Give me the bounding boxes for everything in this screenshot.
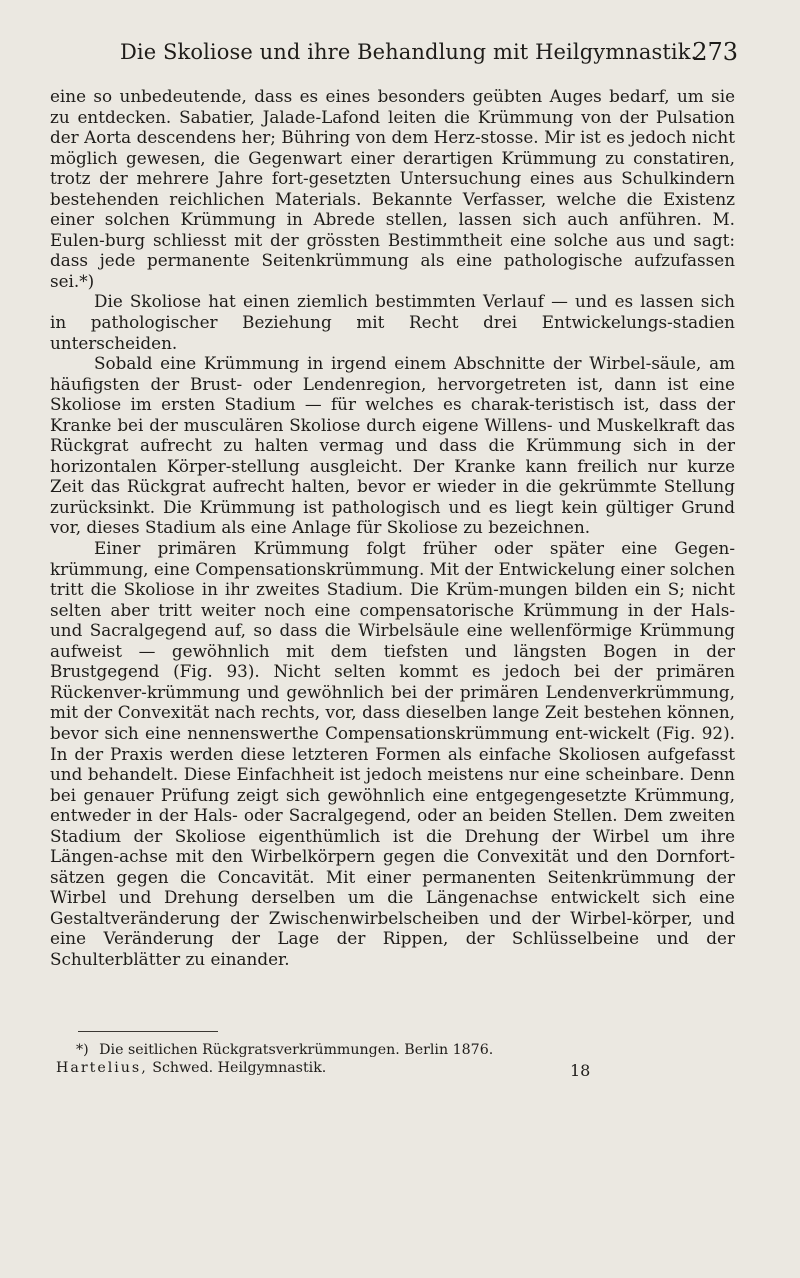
footer-author: Hartelius, — [56, 1060, 148, 1076]
footnote-mark: *) — [76, 1042, 89, 1058]
running-title: Die Skoliose und ihre Behandlung mit Heilgymnastik. — [120, 40, 698, 64]
body-text — [50, 86, 735, 970]
paragraph: eine so unbedeutende, dass es eines besonders geübten Auges bedarf, um sie zu entdecken. Sabatier, Jalade-Lafond leiten die Krümmung von der Pulsation der Aorta descendens her; Bühring von dem Herz-stosse. Mir ist es jedoch nicht möglich gewesen, die Gegenwart einer derartigen Krümmung zu constatiren, trotz der mehrere Jahre fort-gesetzten Untersuchung eines aus Schulkindern bestehenden reichlichen Materials. Bekannte Verfasser, welche die Existenz einer solchen Krümmung in Abrede stellen, lassen sich auch anführen. M. Eulen-burg schliesst mit der grössten Bestimmtheit eine solche aus und sagt: dass jede permanente Seitenkrümmung als eine pathologische aufzufassen sei.*) — [50, 86, 735, 291]
footer-title: Schwed. Heilgymnastik. — [152, 1060, 327, 1076]
page-footer — [56, 1058, 736, 1078]
footnote-divider — [78, 1031, 218, 1032]
page-header — [50, 40, 738, 70]
paragraph: Sobald eine Krümmung in irgend einem Abschnitte der Wirbel-säule, am häufigsten der Brust- oder Lendenregion, hervorgetreten ist, dann ist eine Skoliose im ersten Stadium — für welches es charak-teristisch ist, dass der Kranke bei der musculären Skoliose durch eigene Willens- und Muskelkraft das Rückgrat aufrecht zu halten vermag und dass die Krümmung sich in der horizontalen Körper-stellung ausgleicht. Der Kranke kann freilich nur kurze Zeit das Rückgrat aufrecht halten, bevor er wieder in die gekrümmte Stellung zurücksinkt. Die Krümmung ist pathologisch und es liegt kein gültiger Grund vor, dieses Stadium als eine Anlage für Skoliose zu bezeichnen. — [50, 353, 735, 538]
footnote — [76, 1040, 726, 1060]
signature-mark: 18 — [570, 1061, 591, 1080]
paragraph: Einer primären Krümmung folgt früher oder später eine Gegen-krümmung, eine Compensationskrümmung. Mit der Entwickelung einer solchen tritt die Skoliose in ihr zweites Stadium. Die Krüm-mungen bilden ein S; nicht selten aber tritt weiter noch eine compensatorische Krümmung in der Hals- und Sacralgegend auf, so dass die Wirbelsäule eine wellenförmige Krümmung aufweist — gewöhnlich mit dem tiefsten und längsten Bogen in der Brustgegend (Fig. 93). Nicht selten kommt es jedoch bei der primären Rückenver-krümmung und gewöhnlich bei der primären Lendenverkrümmung, mit der Convexität nach rechts, vor, dass dieselben lange Zeit bestehen können, bevor sich eine nennenswerthe Compensationskrümmung ent-wickelt (Fig. 92). In der Praxis werden diese letzteren Formen als einfache Skoliosen aufgefasst und behandelt. Diese Einfachheit ist jedoch meistens nur eine scheinbare. Denn bei genauer Prüfung zeigt sich gewöhnlich eine entgegengesetzte Krümmung, entweder in der Hals- oder Sacralgegend, oder an beiden Stellen. Dem zweiten Stadium der Skoliose eigenthümlich ist die Drehung der Wirbel um ihre Längen-achse mit den Wirbelkörpern gegen die Convexität und den Dornfort-sätzen gegen die Concavität. Mit einer permanenten Seitenkrümmung der Wirbel und Drehung derselben um die Längenachse entwickelt sich eine Gestaltveränderung der Zwischenwirbelscheiben und der Wirbel-körper, und eine Veränderung der Lage der Rippen, der Schlüsselbeine und der Schulterblätter zu einander. — [50, 538, 735, 969]
page-number: 273 — [692, 38, 738, 66]
footnote-text: Die seitlichen Rückgratsverkrümmungen. Berlin 1876. — [99, 1042, 494, 1058]
paragraph: Die Skoliose hat einen ziemlich bestimmten Verlauf — und es lassen sich in pathologischer Beziehung mit Recht drei Entwickelungs-stadien unterscheiden. — [50, 291, 735, 353]
